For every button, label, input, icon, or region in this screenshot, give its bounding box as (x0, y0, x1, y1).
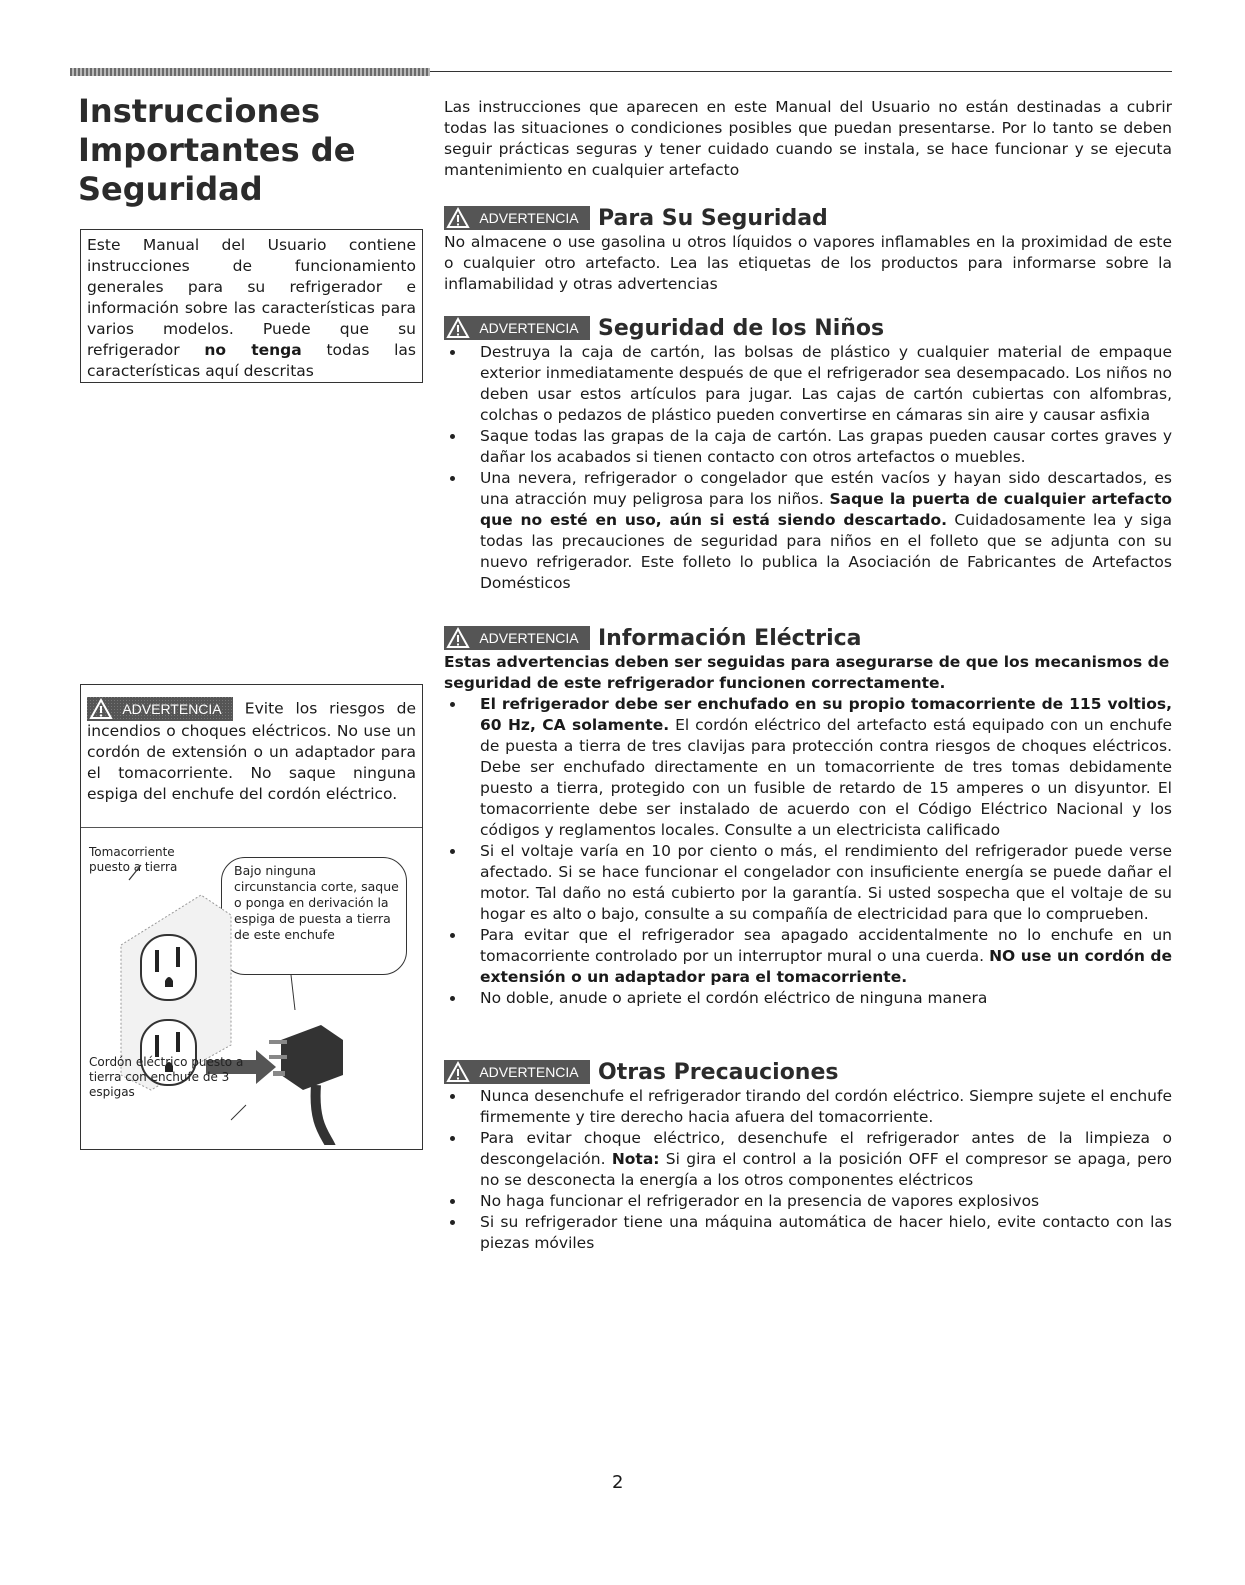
electrical-warning-box (80, 684, 423, 1150)
header-bar (70, 68, 430, 76)
warning-badge (444, 316, 590, 340)
list-item (444, 925, 1172, 988)
warning-box-text (81, 685, 422, 811)
electrical-b1-bold: El refrigerador debe ser enchufado en su propio tomacorriente de 115 voltios, 60 Hz, CA solamente. (480, 695, 1172, 734)
list-item: Nunca desenchufe el refrigerador tirando del cordón eléctrico. Siempre sujete el enchufe firmemente y tire derecho hacia afuera del tomacorriente. (444, 1086, 1172, 1128)
electrical-bullet-list (444, 694, 1172, 1009)
intro-block (444, 97, 1172, 181)
title-line-1: Instrucciones (78, 92, 321, 130)
manual-notice-box (80, 229, 423, 383)
warning-box-divider (81, 827, 422, 828)
section-safety-header (444, 204, 1172, 232)
header-rule (430, 71, 1172, 72)
other-bullet-list (444, 1086, 1172, 1254)
warning-badge-label: ADVERTENCIA (122, 701, 222, 717)
warning-badge-label: ADVERTENCIA (479, 630, 579, 646)
section-electrical-title: Información Eléctrica (598, 625, 862, 651)
warning-badge-label: ADVERTENCIA (479, 210, 579, 226)
electrical-b3-pre: Para evitar que el refrigerador sea apagado accidentalmente no lo enchufe en un tomacorriente controlado por un interruptor mural o una cuerda. (480, 926, 1172, 965)
section-children-header (444, 314, 1172, 342)
list-item: Destruya la caja de cartón, las bolsas de plástico y cualquier material de empaque exterior inmediatamente después de que el refrigerador sea desempacado. Los niños no deben usar estos artículos para jugar. Las cajas de cartón cubiertas con alfombras, colchas o pedazos de plástico pueden convertirse en cámaras sin aire y causar asfixia (444, 342, 1172, 426)
label-outlet: Tomacorriente puesto a tierra (89, 845, 178, 874)
list-item: No doble, anude o apriete el cordón eléctrico de ninguna manera (444, 988, 1172, 1009)
grounding-callout: Bajo ninguna circunstancia corte, saque o ponga en derivación la espiga de puesta a tierra de este enchufe (221, 857, 407, 975)
warning-badge (444, 626, 590, 650)
section-electrical (444, 624, 1172, 1009)
section-children-title: Seguridad de los Niños (598, 315, 885, 341)
list-item: Si el voltaje varía en 10 por ciento o más, el rendimiento del refrigerador puede verse afectado. Si se hace funcionar el congelador con insuficiente energía se puede dañar el motor. Tal daño no está cubierto por la garantía. Si usted sospecha que el voltaje de su hogar es alto o bajo, consulte a su compañía de electricidad para que lo comprueben. (444, 841, 1172, 925)
section-safety-body: No almacene o use gasolina u otros líquidos o vapores inflamables en la proximidad de este o cualquier otro artefacto. Lea las etiquetas de los productos para informarse sobre la inflamabilidad y otras advertencias (444, 233, 1172, 293)
list-item: No haga funcionar el refrigerador en la presencia de vapores explosivos (444, 1191, 1172, 1212)
list-item: Si su refrigerador tiene una máquina automática de hacer hielo, evite contacto con las piezas móviles (444, 1212, 1172, 1254)
list-item (444, 694, 1172, 841)
other-b2-pre: Para evitar choque eléctrico, desenchufe el refrigerador antes de la limpieza o descongelación. (480, 1129, 1172, 1168)
other-b2-bold: Nota: (611, 1150, 660, 1168)
warning-box-body: Evite los riesgos de incendios o choques eléctricos. No use un cordón de extensión o un adaptador para el tomacorriente. No saque ninguna espiga del enchufe del cordón eléctrico. (87, 699, 416, 803)
section-safety (444, 204, 1172, 295)
notice-text-post: todas las características aquí descritas (87, 341, 416, 380)
warning-badge-label: ADVERTENCIA (479, 320, 579, 336)
label-cord: Cordón eléctrico puesto a tierra con enchufe de 3 espigas (89, 1055, 244, 1099)
children-b3-post: Cuidadosamente lea y siga todas las precauciones de seguridad para niños en el folleto que se adjunta con su nuevo refrigerador. Este folleto lo publica la Asociación de Fabricantes de Artefactos Domésticos (480, 511, 1173, 592)
section-other (444, 1058, 1172, 1254)
children-bullet-list (444, 342, 1172, 594)
grounded-plug-icon (269, 1025, 343, 1145)
electrical-b3-bold: NO use un cordón de extensión o un adaptador para el tomacorriente. (480, 947, 1173, 986)
children-b3-bold: Saque la puerta de cualquier artefacto que no esté en uso, aún si está siendo descartado. (480, 490, 1173, 529)
notice-text-pre: Este Manual del Usuario contiene instrucciones de funcionamiento generales para su refrigerador e información sobre las características para varios modelos. Puede que su refrigerador (87, 236, 416, 359)
notice-text-bold: no tenga (204, 341, 302, 359)
electrical-b1-post: El cordón eléctrico del artefacto está equipado con un enchufe de puesta a tierra de tres clavijas para protección contra riesgos de choques eléctricos. Debe ser enchufado directamente en un tomacorriente de tres tomas debidamente puesto a tierra, protegido con un fusible de retardo de 15 amperes o un disyuntor. El tomacorriente debe ser instalado de acuerdo con el Código Eléctrico Nacional y los códigos y reglamentos locales. Consulte a un electricista calificado (480, 716, 1172, 839)
outlet-label-arrow (129, 865, 141, 880)
warning-badge-label: ADVERTENCIA (479, 1064, 579, 1080)
electrical-lead: Estas advertencias deben ser seguidas para asegurarse de que los mecanismos de seguridad de este refrigerador funcionen correctamente. (444, 653, 1170, 692)
section-other-header (444, 1058, 1172, 1086)
intro-text: Las instrucciones que aparecen en este Manual del Usuario no están destinadas a cubrir todas las situaciones o condiciones posibles que puedan presentarse. Por lo tanto se deben seguir prácticas seguras y tener cuidado cuando se instala, se hace funcionar y se ejecuta mantenimiento en cualquier artefacto (444, 98, 1172, 179)
title-line-2: Importantes de (78, 131, 356, 169)
list-item (444, 1128, 1172, 1191)
warning-badge (87, 697, 233, 721)
list-item (444, 468, 1172, 594)
section-children (444, 314, 1172, 594)
title-line-3: Seguridad (78, 170, 263, 208)
warning-badge (444, 1060, 590, 1084)
section-other-title: Otras Precauciones (598, 1059, 839, 1085)
page-number: 2 (612, 1472, 624, 1493)
section-safety-title: Para Su Seguridad (598, 205, 828, 231)
list-item: Saque todas las grapas de la caja de cartón. Las grapas pueden causar cortes graves y dañar los acabados si tienen contacto con otros artefactos o muebles. (444, 426, 1172, 468)
warning-badge (444, 206, 590, 230)
children-b3-pre: Una nevera, refrigerador o congelador que estén vacíos y hayan sido descartados, es una atracción muy peligrosa para los niños. (480, 469, 1172, 508)
section-electrical-header (444, 624, 1172, 652)
page-title (78, 92, 418, 209)
other-b2-post: Si gira el control a la posición OFF el compresor se apaga, pero no se desconecta la energía a los otros componentes eléctricos (480, 1150, 1173, 1189)
